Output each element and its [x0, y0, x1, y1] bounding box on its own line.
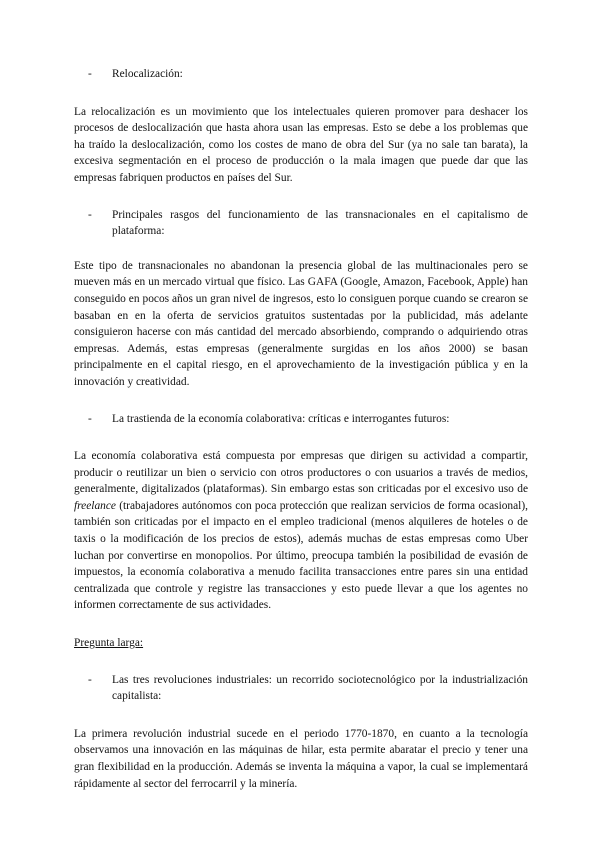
bullet-economia-colaborativa	[88, 411, 528, 428]
paragraph-transnacionales: Este tipo de transnacionales no abandonan la presencia global de las multinacionales pero se mueven más en un mercado virtual que físico. Las GAFA (Google, Amazon, Facebook, Apple) han conseguido en pocos años un gran nivel de ingresos, esto lo consiguen porque cuando se crearon se basaban en en la oferta de servicios gratuitos sustentadas por la publicidad, más adelante consiguieron hacerse con más cantidad del mercado absorbiendo, comprando o adquiriendo otras empresas. Además, estas empresas (generalmente surgidas en los años 2000) se basan principalmente en el capital riesgo, en el aprovechamiento de la investigación pública y en la innovación y creatividad.	[74, 259, 528, 388]
bullet-text: La trastienda de la economía colaborativa: críticas e interrogantes futuros:	[112, 412, 450, 425]
bullet-dash: -	[88, 68, 92, 80]
paragraph-revoluciones-industriales: La primera revolución industrial sucede en el periodo 1770-1870, en cuanto a la tecnología observamos una innovación en las máquinas de hilar, esta permite abaratar el precio y tener una gran flexibilidad en la producción. Además se inventa la máquina a vapor, la cual se implementará rápidamente al sector del ferrocarril y la minería.	[74, 727, 528, 790]
bullet-transnacionales	[88, 207, 528, 240]
bullet-text: Las tres revoluciones industriales: un recorrido sociotecnológico por la industrialización capitalista:	[112, 673, 528, 703]
bullet-revoluciones-industriales	[88, 672, 528, 705]
paragraph-economia-colaborativa	[74, 448, 528, 614]
bullet-dash: -	[88, 412, 92, 425]
paragraph-text-part: La economía colaborativa está compuesta por empresas que dirigen su actividad a compartir, producir o reutilizar un bien o servicio con otros productores o con usuarios a través de medios, generalmente, digitalizados (plataformas). Sin embargo estas son criticadas por el excesivo uso de	[74, 450, 528, 496]
paragraph-relocalizacion: La relocalización es un movimiento que los intelectuales quieren promover para deshacer los procesos de deslocalización que hasta ahora usan las empresas. Esto se debe a los problemas que ha traído la deslocalización, como los costes de mano de obra del Sur (ya no sale tan barata), la excesiva segmentación en el proceso de producción o la mala imagen que puede dar que las empresas fabriquen productos en países del Sur.	[74, 105, 528, 184]
long-question-heading: Pregunta larga:	[74, 637, 144, 650]
bullet-dash: -	[88, 673, 92, 686]
bullet-text: Principales rasgos del funcionamiento de las transnacionales en el capitalismo de plataforma:	[112, 208, 528, 238]
document-body	[74, 66, 528, 792]
freelance-term: freelance	[74, 499, 116, 512]
bullet-dash: -	[88, 208, 92, 221]
bullet-text: Relocalización:	[112, 68, 183, 80]
paragraph-text-part: (trabajadores autónomos con poca protección que realizan servicios de forma ocasional), también son criticadas por el impacto en el empleo tradicional (menos alquileres de hoteles o de taxis o la modificación de los precios de estos), además muchas de estas empresas como Uber luchan por convertirse en monopolios. Por último, preocupa también la posibilidad de evasión de impuestos, la economía colaborativa a menudo facilita transacciones entre pares sin una entidad centralizada que controle y registre las transacciones y esto puede llevar a que los agentes no informen correctamente de sus actividades.	[74, 499, 528, 612]
bullet-relocalizacion	[88, 66, 528, 83]
